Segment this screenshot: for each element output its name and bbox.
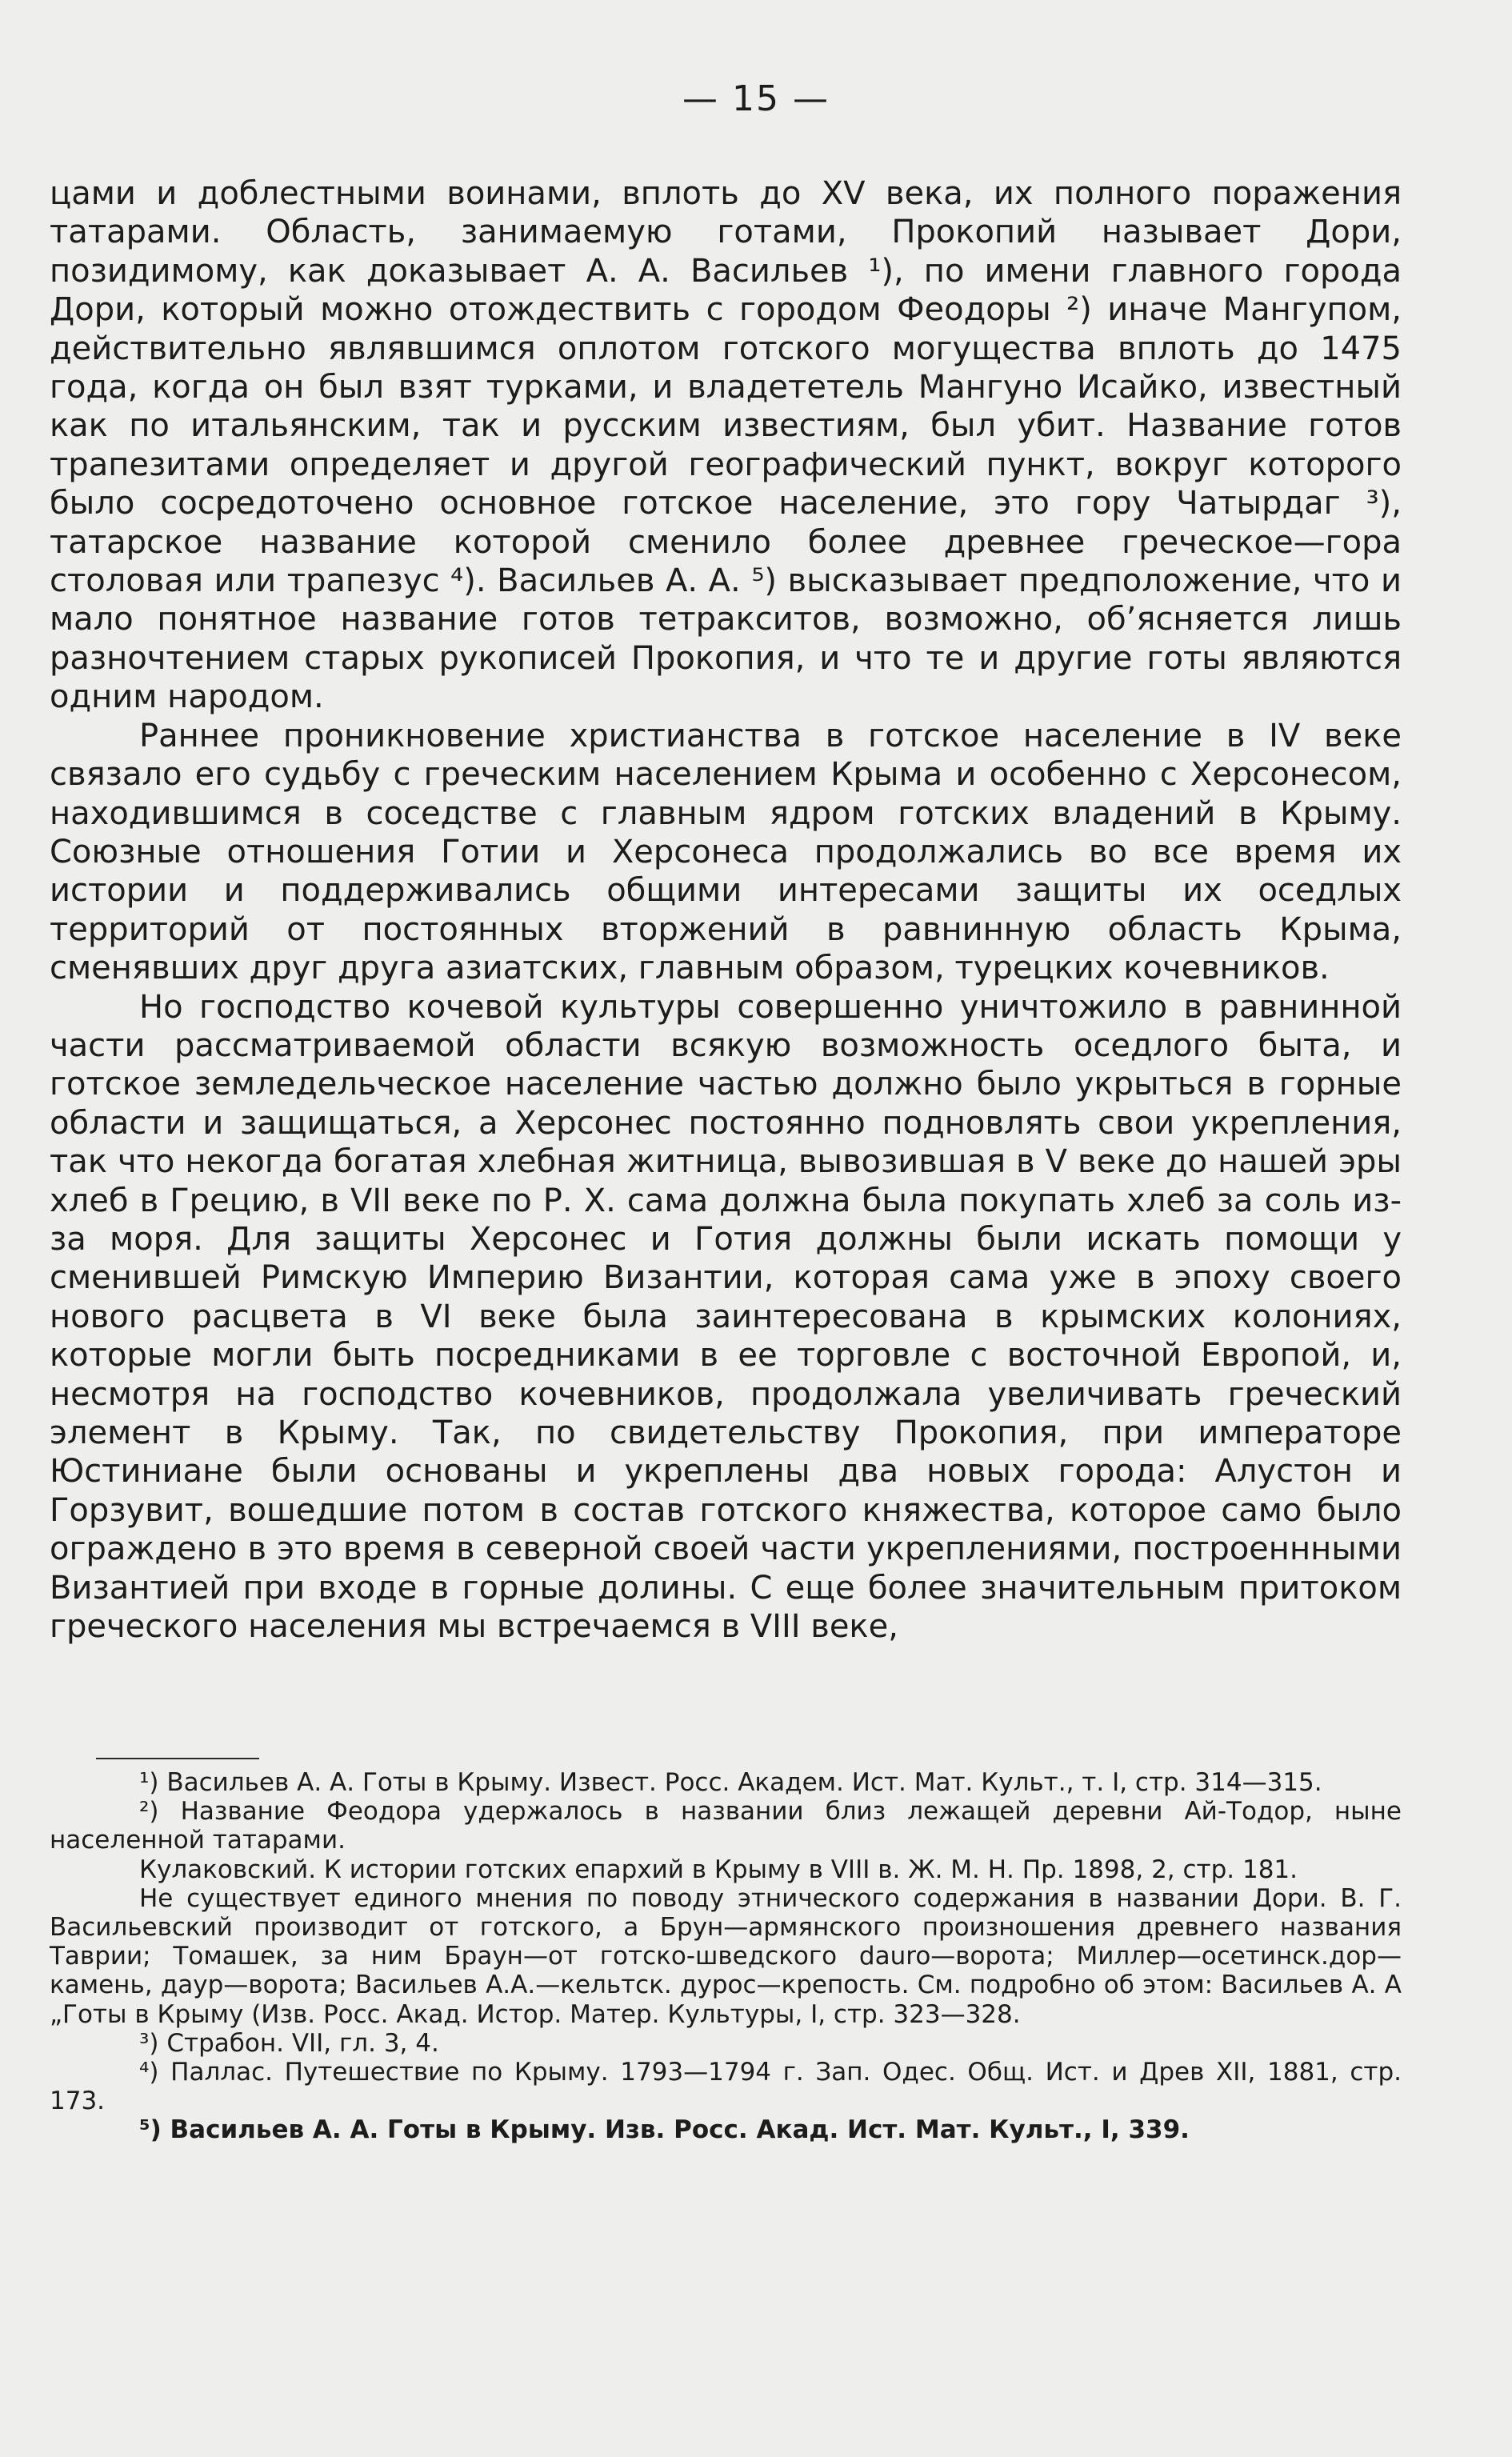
body-text [50, 174, 1402, 1646]
footnote: ³) Страбон. VII, гл. 3, 4. [139, 2028, 439, 2058]
page-number: — 15 — [682, 78, 830, 119]
footnote: ⁵) Васильев А. А. Готы в Крыму. Изв. Росс. Акад. Ист. Мат. Культ., I, 339. [139, 2115, 1190, 2145]
paragraph: Раннее проникновение христианства в готское население в IV веке связало его судьбу с греческим населением Крыма и особенно с Херсонесом, находившимся в соседстве с главным ядром готских владений в Крыму. Союзные отношения Готии и Херсонеса продолжались во все время их истории и поддерживались общими интересами защиты их оседлых территорий от постоянных вторжений в равнинную область Крыма, сменявших друг друга азиатских, главным образом, турецких кочевников. [50, 717, 1402, 987]
footnote: Кулаковский. К истории готских епархий в Крыму в VIII в. Ж. М. Н. Пр. 1898, 2, стр. 181. [139, 1855, 1298, 1884]
footnote: Не существует единого мнения по поводу этнического содержания в названии Дори. В. Г. Васильевский производит от готского, а Брун—армянского произношения древнего названия Таврии; Томашек, за ним Браун—от готско-шведского dauro—ворота; Миллер—осетинск.дор—камень, даур—ворота; Васильев А.А.—кельтск. дурос—крепость. См. подробно об этом: Васильев А. А „Готы в Крыму (Изв. Росс. Акад. Истор. Матер. Культуры, I, стр. 323—328. [50, 1883, 1402, 2029]
footnote: ¹) Васильев А. А. Готы в Крыму. Извест. Росс. Академ. Ист. Мат. Культ., т. I, стр. 314—315. [139, 1768, 1322, 1797]
paragraph: цами и доблестными воинами, вплоть до XV века, их полного поражения татарами. Область, занимаемую готами, Прокопий называет Дори, позидимому, как доказывает А. А. Васильев ¹), по имени главного города Дори, который можно отождествить с городом Феодоры ²) иначе Мангупом, действительно являвшимся оплотом готского могущества вплоть до 1475 года, когда он был взят турками, и владететель Мангуно Исайко, известный как по итальянским, так и русским известиям, был убит. Название готов трапезитами определяет и другой географический пункт, вокруг которого было сосредоточено основное готское население, это гору Чатырдаг ³), татарское название которой сменило более древнее греческое—гора столовая или трапезус ⁴). Васильев А. А. ⁵) высказывает предположение, что и мало понятное название готов тетракситов, возможно, об’ясняется лишь разночтением старых рукописей Прокопия, и что те и другие готы являются одним народом. [50, 175, 1402, 716]
footnotes [50, 1768, 1402, 2145]
footnote-divider [96, 1758, 259, 1759]
footnote: ²) Название Феодора удержалось в названии близ лежащей деревни Ай-Тодор, ныне населенной татарами. [50, 1797, 1402, 1855]
paragraph: Но господство кочевой культуры совершенно уничтожило в равнинной части рассматриваемой области всякую возможность оседлого быта, и готское земледельческое население частью должно было укрыться в горные области и защищаться, а Херсонес постоянно подновлять свои укрепления, так что некогда богатая хлебная житница, вывозившая в V веке до нашей эры хлеб в Грецию, в VII веке по Р. Х. сама должна была покупать хлеб за соль из-за моря. Для защиты Херсонес и Готия должны были искать помощи у сменившей Римскую Империю Византии, которая сама уже в эпоху своего нового расцвета в VI веке была заинтересована в крымских колониях, которые могли быть посредниками в ее торговле с восточной Европой, и, несмотря на господство кочевников, продолжала увеличивать греческий элемент в Крыму. Так, по свидетельству Прокопия, при императоре Юстиниане были основаны и укреплены два новых города: Алустон и Горзувит, вошедшие потом в состав готского княжества, которое само было ограждено в это время в северной своей части укреплениями, построеннными Византией при входе в горные долины. С еще более значительным притоком греческого населения мы встречаемся в VIII веке, [50, 988, 1402, 1646]
footnote: ⁴) Паллас. Путешествие по Крыму. 1793—1794 г. Зап. Одес. Общ. Ист. и Древ XII, 1881, стр. 173. [50, 2058, 1402, 2116]
